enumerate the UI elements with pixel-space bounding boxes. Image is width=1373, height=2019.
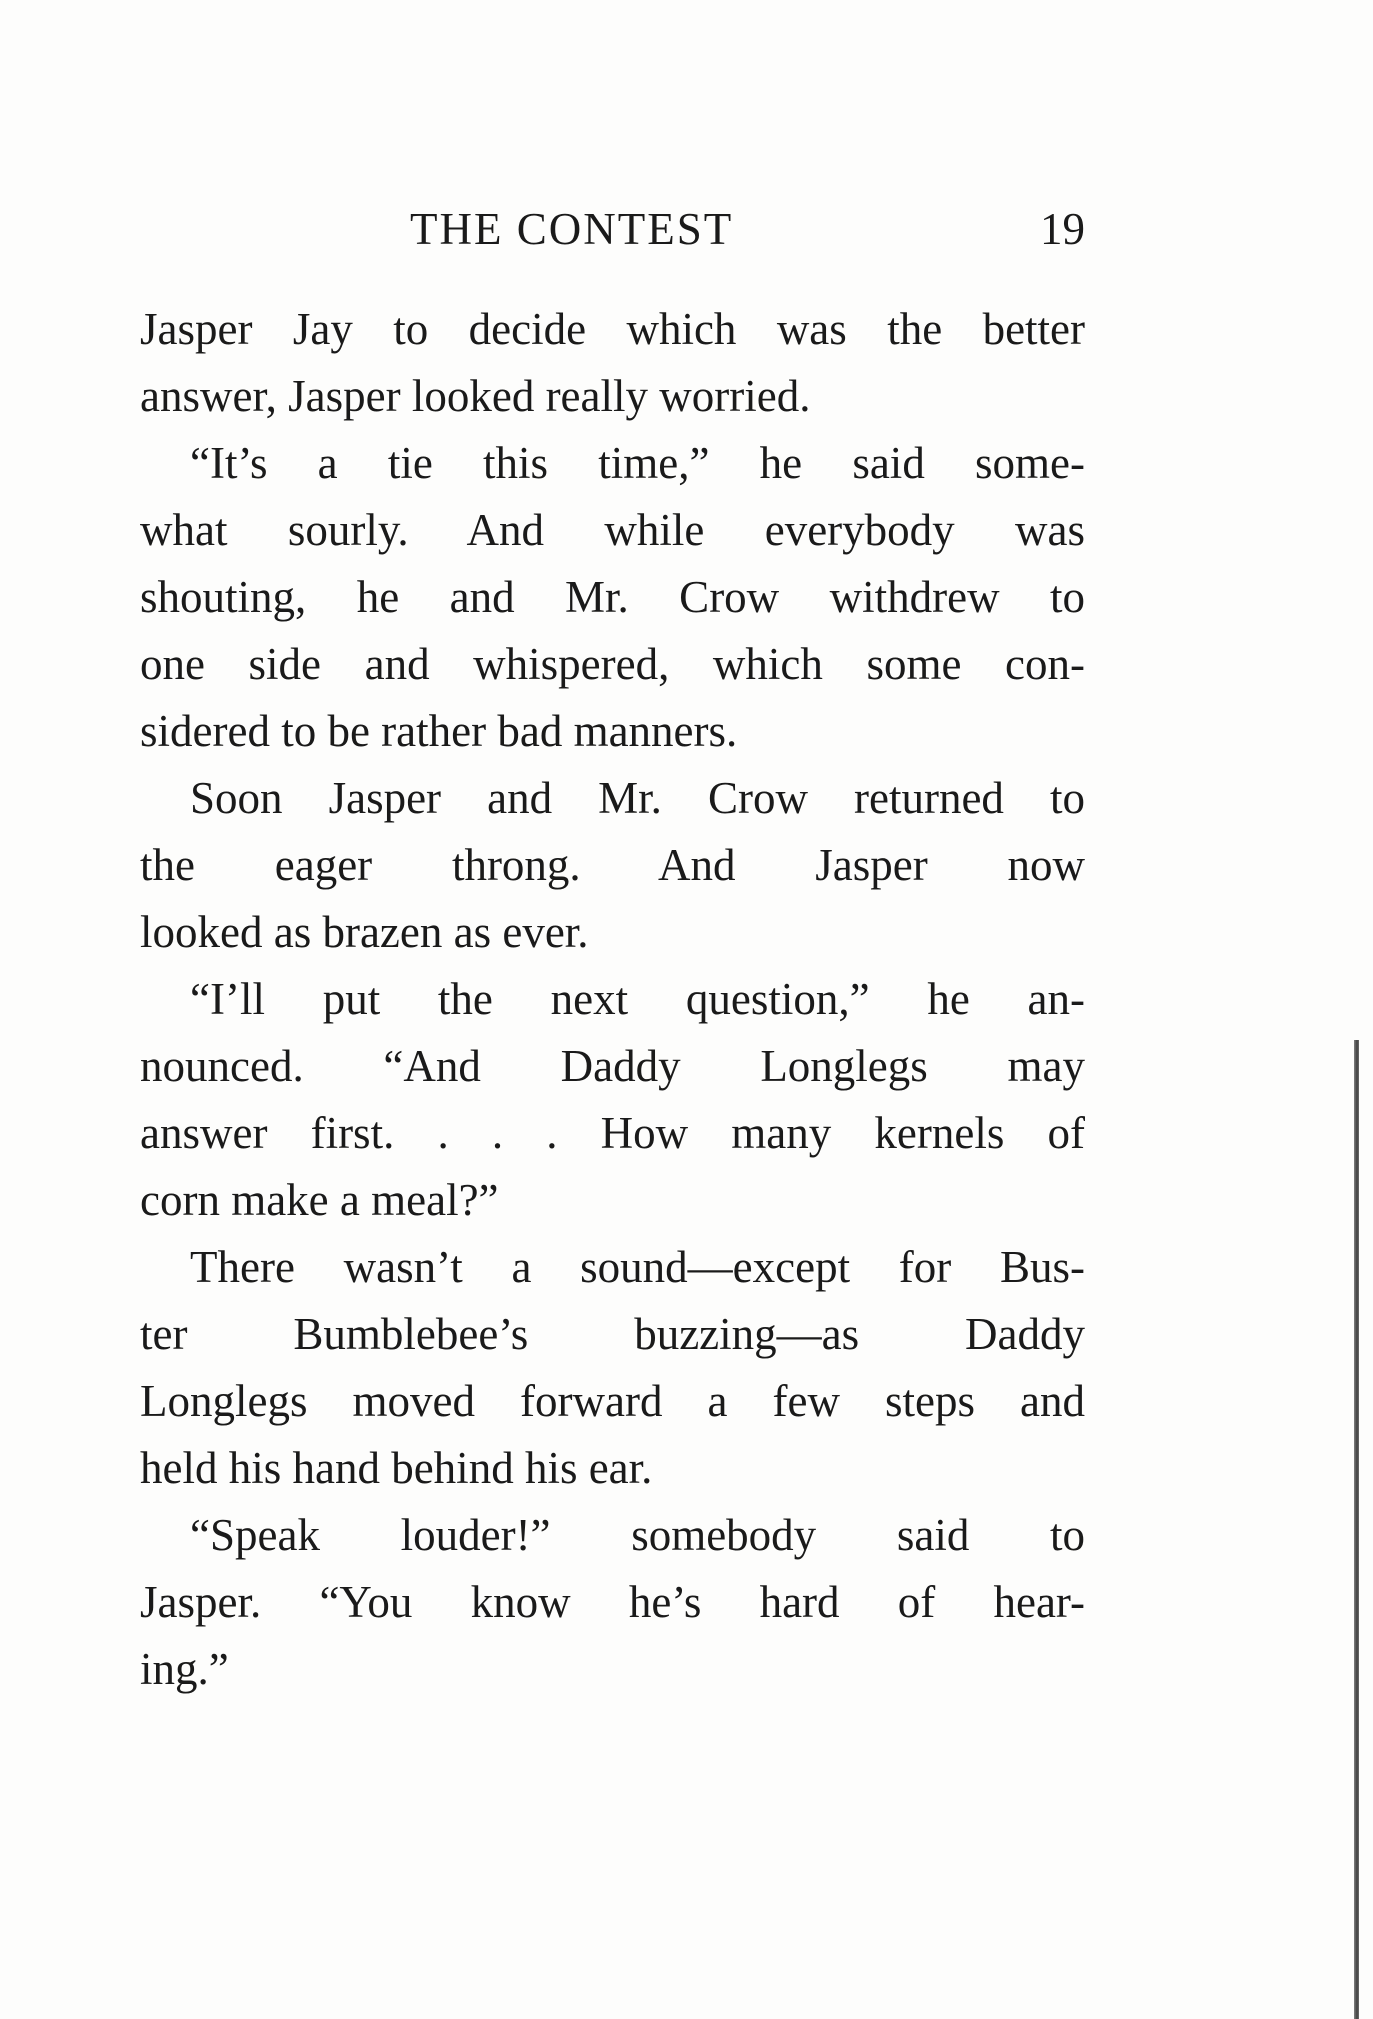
- text-line: “Speak louder!” somebody said to: [190, 1510, 1085, 1560]
- running-head: [140, 203, 1085, 263]
- text-line: ing.”: [140, 1644, 229, 1694]
- paragraph-3: [140, 765, 1085, 966]
- text-line: “I’ll put the next question,” he an-: [190, 974, 1085, 1024]
- page-edge-shadow: [1354, 1040, 1359, 2019]
- text-line: the eager throng. And Jasper now: [140, 840, 1085, 890]
- text-line: one side and whispered, which some con-: [140, 639, 1085, 689]
- text-line: sidered to be rather bad manners.: [140, 706, 738, 756]
- body-text: [140, 296, 1085, 1703]
- paragraph-4: [140, 966, 1085, 1234]
- paragraph-6: [140, 1502, 1085, 1703]
- running-title: THE CONTEST: [410, 204, 734, 254]
- text-line: Jasper. “You know he’s hard of hear-: [140, 1577, 1085, 1627]
- text-line: There wasn’t a sound—except for Bus-: [190, 1242, 1085, 1292]
- text-line: answer first. . . . How many kernels of: [140, 1108, 1085, 1158]
- text-line: answer, Jasper looked really worried.: [140, 371, 811, 421]
- text-line: Jasper Jay to decide which was the better: [140, 304, 1085, 354]
- text-line: held his hand behind his ear.: [140, 1443, 653, 1493]
- text-line: shouting, he and Mr. Crow withdrew to: [140, 572, 1085, 622]
- text-line: ter Bumblebee’s buzzing—as Daddy: [140, 1309, 1085, 1359]
- text-line: what sourly. And while everybody was: [140, 505, 1085, 555]
- text-line: looked as brazen as ever.: [140, 907, 589, 957]
- paragraph-1: [140, 296, 1085, 430]
- text-line: nounced. “And Daddy Longlegs may: [140, 1041, 1085, 1091]
- text-line: Soon Jasper and Mr. Crow returned to: [190, 773, 1085, 823]
- page-number: 19: [1040, 204, 1085, 254]
- text-line: corn make a meal?”: [140, 1175, 499, 1225]
- paragraph-2: [140, 430, 1085, 765]
- paragraph-5: [140, 1234, 1085, 1502]
- text-line: “It’s a tie this time,” he said some-: [190, 438, 1085, 488]
- text-line: Longlegs moved forward a few steps and: [140, 1376, 1085, 1426]
